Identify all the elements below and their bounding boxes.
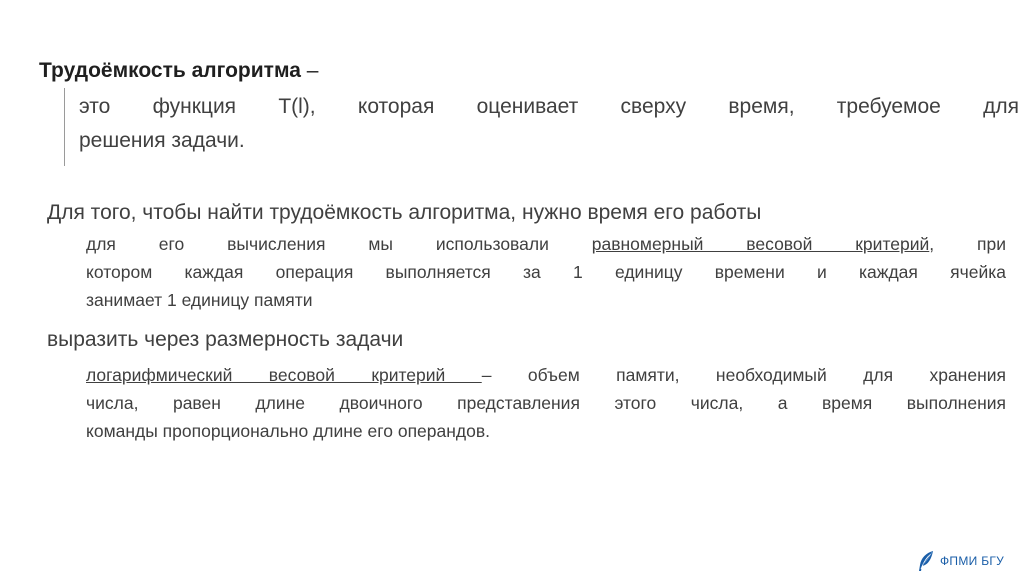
- logarithmic-weight-criterion-term: логарифмический весовой критерий: [86, 365, 482, 385]
- definition-line-1: это функция T(l), которая оценивает сверху время, требуемое для: [79, 95, 1019, 118]
- section1-line-1-pre: для его вычисления мы использовали: [86, 234, 592, 254]
- section2-line-1-post: – объем памяти, необходимый для хранения: [481, 365, 1006, 385]
- section1-paragraph: [86, 230, 1006, 314]
- section1-heading: Для того, чтобы найти трудоёмкость алгоритма, нужно время его работы: [47, 201, 762, 224]
- section1-line-3: занимает 1 единицу памяти: [86, 290, 313, 310]
- fpmi-logo: [917, 550, 1004, 572]
- section2-line-3: команды пропорционально длине его операндов.: [86, 421, 491, 441]
- section2-line-1: [86, 361, 1006, 389]
- section2-paragraph: [86, 361, 1006, 445]
- section2-line-2: числа, равен длине двоичного представления этого числа, а время выполнения: [86, 393, 1006, 413]
- logo-text: ФПМИ БГУ: [940, 554, 1005, 568]
- section1-line-2: котором каждая операция выполняется за 1 единицу времени и каждая ячейка: [86, 262, 1006, 282]
- section1-line-1-post: , при: [929, 234, 1006, 254]
- section2-heading: выразить через размерность задачи: [47, 328, 404, 351]
- definition-text: [79, 90, 1019, 158]
- definition-line-2: решения задачи.: [79, 129, 245, 152]
- term-dash: –: [300, 59, 319, 82]
- definition-title: [39, 56, 318, 86]
- uniform-weight-criterion-term: равномерный весовой критерий: [591, 234, 930, 254]
- term-label: Трудоёмкость алгоритма: [39, 59, 301, 82]
- definition-bar: [64, 88, 65, 166]
- quill-feather-icon: [917, 550, 935, 572]
- section1-line-1: [86, 230, 1006, 258]
